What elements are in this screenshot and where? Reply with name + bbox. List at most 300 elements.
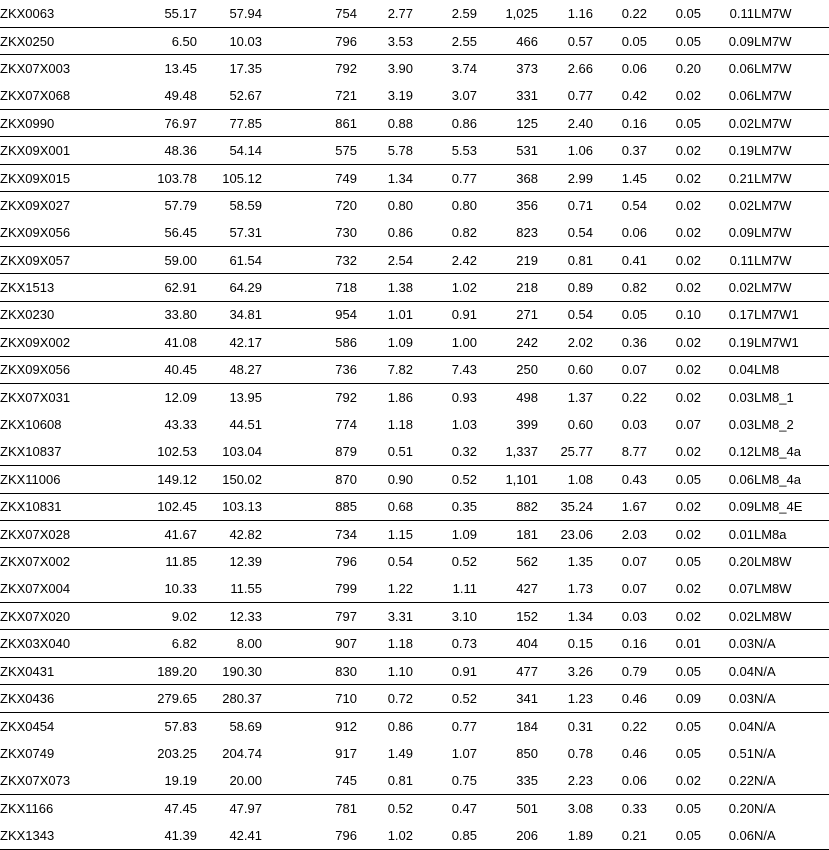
- value-cell-1: 189.20: [149, 657, 197, 684]
- sample-id-cell: ZKX0250: [0, 27, 149, 54]
- value-cell-2: 48.27: [197, 356, 262, 383]
- sample-id-cell: ZKX1343: [0, 822, 149, 850]
- value-cell-8: 0.06: [621, 61, 647, 77]
- category-label-cell: LM7W1: [754, 301, 829, 328]
- value-cell-6: 1,337: [477, 438, 538, 465]
- value-cell-5: 0.93: [451, 389, 477, 405]
- sample-id-cell: ZKX10608: [0, 417, 62, 433]
- sample-id-cell: ZKX0749: [0, 745, 55, 761]
- value-cell-4: 0.72: [357, 685, 413, 712]
- value-cell-9: 0.05: [647, 27, 701, 54]
- value-cell-9: 0.02: [675, 389, 701, 405]
- value-cell-7: 1.35: [567, 554, 593, 570]
- value-cell-8: 0.07: [621, 554, 647, 570]
- value-cell-2: 103.04: [197, 438, 262, 465]
- value-cell-2: 61.54: [197, 247, 262, 274]
- value-cell-2: 52.67: [197, 82, 262, 109]
- value-cell-9: 0.05: [675, 554, 701, 570]
- value-cell-7: 25.77: [538, 438, 593, 465]
- value-cell-9: 0.02: [647, 438, 701, 465]
- value-cell-1: 6.50: [149, 27, 197, 54]
- value-cell-10: 0.06: [728, 61, 754, 77]
- table-row[interactable]: [0, 520, 829, 547]
- value-cell-8: 0.82: [593, 274, 647, 301]
- value-cell-1: 43.33: [164, 417, 197, 433]
- value-cell-9: 0.05: [675, 800, 701, 816]
- sample-id-cell: ZKX09X015: [0, 164, 149, 191]
- value-cell-7: 3.26: [538, 657, 593, 684]
- value-cell-7: 1.89: [538, 822, 593, 850]
- value-cell-1: 9.02: [149, 603, 197, 630]
- category-label-cell: LM7W: [754, 247, 829, 274]
- value-cell-8: 0.03: [593, 603, 647, 630]
- value-cell-1: 57.83: [164, 718, 197, 734]
- value-cell-3: 718: [262, 274, 357, 301]
- value-cell-10: 0.02: [701, 110, 754, 137]
- sample-id-cell: ZKX07X003: [0, 61, 71, 77]
- value-cell-5: 0.91: [413, 301, 477, 328]
- value-cell-7: 2.02: [538, 329, 593, 356]
- sample-id-cell: ZKX07X028: [0, 520, 149, 547]
- sample-id-cell: ZKX03X040: [0, 630, 149, 657]
- value-cell-8: 0.42: [593, 82, 647, 109]
- value-cell-8: 0.21: [593, 822, 647, 850]
- value-cell-7: 0.71: [567, 198, 593, 214]
- table-row[interactable]: [0, 110, 829, 137]
- category-label-cell: LM8a: [754, 520, 829, 547]
- value-cell-2: 17.35: [229, 61, 262, 77]
- value-cell-5: 1.09: [413, 520, 477, 547]
- sample-id-cell: ZKX1166: [0, 800, 54, 816]
- value-cell-3: 575: [262, 137, 357, 164]
- sample-id-cell: ZKX07X073: [0, 767, 149, 794]
- value-cell-2: 20.00: [197, 767, 262, 794]
- table-row[interactable]: [0, 137, 829, 164]
- category-label-cell: LM7W: [754, 61, 792, 77]
- value-cell-5: 0.75: [413, 767, 477, 794]
- table-row[interactable]: [0, 548, 829, 575]
- value-cell-2: 190.30: [197, 657, 262, 684]
- value-cell-4: 0.86: [357, 219, 413, 246]
- sample-id-cell: ZKX11006: [0, 466, 149, 493]
- value-cell-10: 0.02: [701, 274, 754, 301]
- value-cell-1: 203.25: [157, 745, 197, 761]
- category-label-cell: N/A: [754, 822, 829, 850]
- sample-id-cell: ZKX09X056: [0, 219, 149, 246]
- sample-id-cell: ZKX09X056: [0, 356, 149, 383]
- value-cell-1: 49.48: [149, 82, 197, 109]
- value-cell-7: 0.78: [567, 745, 593, 761]
- value-cell-3: 797: [262, 603, 357, 630]
- sample-id-cell: ZKX0436: [0, 685, 149, 712]
- value-cell-6: 1,101: [477, 466, 538, 493]
- value-cell-5: 1.00: [413, 329, 477, 356]
- value-cell-1: 6.82: [149, 630, 197, 657]
- value-cell-2: 12.39: [229, 554, 262, 570]
- value-cell-3: 710: [262, 685, 357, 712]
- value-cell-10: 0.02: [701, 603, 754, 630]
- value-cell-6: 477: [477, 657, 538, 684]
- value-cell-6: 882: [477, 493, 538, 520]
- value-cell-5: 3.10: [413, 603, 477, 630]
- value-cell-9: 0.05: [647, 110, 701, 137]
- value-cell-6: 184: [516, 718, 538, 734]
- value-cell-2: 11.55: [197, 575, 262, 602]
- value-cell-4: 1.10: [357, 657, 413, 684]
- sample-id-cell: ZKX0230: [0, 301, 149, 328]
- value-cell-10: 0.11: [701, 247, 754, 274]
- value-cell-4: 1.22: [357, 575, 413, 602]
- value-cell-5: 5.53: [413, 137, 477, 164]
- value-cell-7: 2.66: [567, 61, 593, 77]
- value-cell-10: 0.06: [701, 82, 754, 109]
- value-cell-1: 11.85: [165, 554, 197, 570]
- value-cell-5: 2.55: [413, 27, 477, 54]
- category-label-cell: LM7W: [754, 219, 829, 246]
- category-label-cell: LM8_4a: [754, 438, 829, 465]
- table-row[interactable]: [0, 27, 829, 54]
- sample-id-cell: ZKX09X002: [0, 329, 149, 356]
- table-row[interactable]: [0, 767, 829, 794]
- value-cell-9: 0.05: [647, 0, 701, 27]
- table-row[interactable]: [0, 603, 829, 630]
- value-cell-4: 0.80: [387, 198, 413, 214]
- value-cell-9: 0.02: [647, 329, 701, 356]
- value-cell-6: 152: [477, 603, 538, 630]
- table-row[interactable]: [0, 301, 829, 328]
- value-cell-2: 42.17: [197, 329, 262, 356]
- category-label-cell: LM8W: [754, 554, 792, 570]
- value-cell-6: 498: [516, 389, 538, 405]
- value-cell-3: 912: [335, 718, 357, 734]
- value-cell-1: 33.80: [149, 301, 197, 328]
- value-cell-9: 0.07: [675, 417, 701, 433]
- value-cell-1: 19.19: [149, 767, 197, 794]
- value-cell-4: 1.09: [357, 329, 413, 356]
- sample-id-cell: ZKX07X031: [0, 389, 71, 405]
- value-cell-5: 2.59: [413, 0, 477, 27]
- value-cell-6: 125: [477, 110, 538, 137]
- value-cell-3: 830: [262, 657, 357, 684]
- value-cell-3: 792: [335, 61, 357, 77]
- value-cell-8: 0.46: [593, 685, 647, 712]
- value-cell-2: 58.59: [229, 198, 262, 214]
- value-cell-8: 2.03: [593, 520, 647, 547]
- value-cell-5: 3.07: [413, 82, 477, 109]
- value-cell-5: 0.91: [413, 657, 477, 684]
- value-cell-7: 1.37: [567, 389, 593, 405]
- value-cell-10: 0.09: [701, 219, 754, 246]
- table-row[interactable]: [0, 329, 829, 356]
- value-cell-2: 42.82: [197, 520, 262, 547]
- value-cell-7: 1.73: [538, 575, 593, 602]
- table-row[interactable]: [0, 438, 829, 465]
- value-cell-10: 0.12: [701, 438, 754, 465]
- value-cell-9: 0.09: [647, 685, 701, 712]
- category-label-cell: N/A: [754, 685, 829, 712]
- value-cell-6: 271: [477, 301, 538, 328]
- value-cell-3: 792: [335, 389, 357, 405]
- category-label-cell: LM8_4E: [754, 493, 829, 520]
- value-cell-9: 0.02: [675, 198, 701, 214]
- value-cell-4: 1.02: [357, 822, 413, 850]
- value-cell-5: 0.52: [413, 685, 477, 712]
- value-cell-6: 250: [477, 356, 538, 383]
- value-cell-9: 0.01: [647, 630, 701, 657]
- value-cell-5: 1.07: [451, 745, 477, 761]
- category-label-cell: LM7W: [754, 110, 829, 137]
- value-cell-10: 0.02: [728, 198, 754, 214]
- value-cell-10: 0.07: [701, 575, 754, 602]
- value-cell-3: 870: [262, 466, 357, 493]
- value-cell-9: 0.02: [647, 767, 701, 794]
- value-cell-6: 331: [477, 82, 538, 109]
- value-cell-7: 2.23: [538, 767, 593, 794]
- value-cell-10: 0.20: [728, 800, 754, 816]
- value-cell-1: 12.09: [164, 389, 197, 405]
- value-cell-6: 501: [516, 800, 538, 816]
- value-cell-7: 1.06: [538, 137, 593, 164]
- table-row[interactable]: [0, 219, 829, 246]
- value-cell-8: 0.05: [593, 27, 647, 54]
- table-row[interactable]: [0, 466, 829, 493]
- value-cell-4: 1.18: [357, 630, 413, 657]
- value-cell-8: 0.36: [593, 329, 647, 356]
- value-cell-6: 466: [477, 27, 538, 54]
- value-cell-9: 0.02: [647, 164, 701, 191]
- value-cell-9: 0.02: [647, 247, 701, 274]
- table-row[interactable]: [0, 356, 829, 383]
- value-cell-4: 0.90: [357, 466, 413, 493]
- value-cell-9: 0.02: [647, 575, 701, 602]
- value-cell-1: 47.45: [164, 800, 197, 816]
- value-cell-3: 774: [335, 417, 357, 433]
- value-cell-5: 1.11: [413, 575, 477, 602]
- table-row[interactable]: [0, 0, 829, 27]
- value-cell-9: 0.05: [675, 745, 701, 761]
- table-row[interactable]: [0, 383, 829, 410]
- value-cell-3: 907: [262, 630, 357, 657]
- sample-id-cell: ZKX07X002: [0, 554, 71, 570]
- value-cell-2: 150.02: [197, 466, 262, 493]
- value-cell-5: 2.42: [413, 247, 477, 274]
- table-row[interactable]: [0, 740, 829, 767]
- sample-id-cell: ZKX0990: [0, 110, 149, 137]
- value-cell-7: 1.23: [538, 685, 593, 712]
- value-cell-8: 8.77: [593, 438, 647, 465]
- value-cell-4: 1.49: [387, 745, 413, 761]
- value-cell-7: 0.54: [538, 301, 593, 328]
- value-cell-4: 1.38: [357, 274, 413, 301]
- value-cell-3: 781: [335, 800, 357, 816]
- category-label-cell: LM8_1: [754, 389, 794, 405]
- value-cell-1: 76.97: [149, 110, 197, 137]
- value-cell-3: 754: [262, 0, 357, 27]
- value-cell-2: 10.03: [197, 27, 262, 54]
- table-row[interactable]: [0, 55, 829, 82]
- sample-id-cell: ZKX0454: [0, 718, 55, 734]
- table-row[interactable]: [0, 82, 829, 109]
- value-cell-3: 749: [262, 164, 357, 191]
- table-row[interactable]: [0, 493, 829, 520]
- value-cell-8: 0.07: [593, 575, 647, 602]
- value-cell-4: 2.54: [357, 247, 413, 274]
- category-label-cell: LM7W: [754, 274, 829, 301]
- value-cell-4: 0.68: [357, 493, 413, 520]
- value-cell-4: 3.90: [387, 61, 413, 77]
- value-cell-7: 2.99: [538, 164, 593, 191]
- table-row[interactable]: [0, 712, 829, 739]
- value-cell-2: 77.85: [197, 110, 262, 137]
- value-cell-2: 105.12: [197, 164, 262, 191]
- category-label-cell: LM7W1: [754, 329, 829, 356]
- value-cell-1: 279.65: [149, 685, 197, 712]
- value-cell-7: 0.77: [538, 82, 593, 109]
- table-row[interactable]: [0, 822, 829, 850]
- value-cell-10: 0.03: [728, 389, 754, 405]
- value-cell-8: 1.67: [593, 493, 647, 520]
- value-cell-4: 0.54: [387, 554, 413, 570]
- value-cell-4: 2.77: [357, 0, 413, 27]
- value-cell-4: 1.15: [357, 520, 413, 547]
- value-cell-8: 0.54: [621, 198, 647, 214]
- value-cell-6: 242: [477, 329, 538, 356]
- value-cell-8: 0.37: [593, 137, 647, 164]
- sample-id-cell: ZKX07X020: [0, 603, 149, 630]
- value-cell-9: 0.02: [647, 82, 701, 109]
- value-cell-7: 3.08: [567, 800, 593, 816]
- value-cell-9: 0.02: [647, 137, 701, 164]
- value-cell-5: 0.86: [413, 110, 477, 137]
- sample-id-cell: ZKX07X068: [0, 82, 149, 109]
- value-cell-7: 0.57: [538, 27, 593, 54]
- value-cell-4: 1.18: [387, 417, 413, 433]
- table-row[interactable]: [0, 630, 829, 657]
- value-cell-3: 861: [262, 110, 357, 137]
- value-cell-8: 0.41: [593, 247, 647, 274]
- value-cell-4: 0.86: [387, 718, 413, 734]
- value-cell-8: 0.05: [593, 301, 647, 328]
- value-cell-3: 721: [262, 82, 357, 109]
- sample-id-cell: ZKX1513: [0, 274, 149, 301]
- value-cell-7: 1.34: [538, 603, 593, 630]
- value-cell-6: 399: [516, 417, 538, 433]
- value-cell-6: 531: [477, 137, 538, 164]
- value-cell-3: 730: [262, 219, 357, 246]
- value-cell-10: 0.03: [701, 685, 754, 712]
- value-cell-9: 0.02: [647, 520, 701, 547]
- category-label-cell: N/A: [754, 718, 776, 734]
- value-cell-9: 0.05: [647, 822, 701, 850]
- value-cell-4: 3.19: [357, 82, 413, 109]
- value-cell-5: 7.43: [413, 356, 477, 383]
- category-label-cell: LM8_2: [754, 417, 794, 433]
- value-cell-6: 850: [516, 745, 538, 761]
- value-cell-10: 0.04: [701, 356, 754, 383]
- value-cell-9: 0.05: [647, 466, 701, 493]
- value-cell-6: 356: [516, 198, 538, 214]
- value-cell-3: 799: [262, 575, 357, 602]
- table-row[interactable]: [0, 575, 829, 602]
- value-cell-10: 0.04: [728, 718, 754, 734]
- table-row[interactable]: [0, 247, 829, 274]
- value-cell-4: 1.86: [387, 389, 413, 405]
- table-row[interactable]: [0, 164, 829, 191]
- category-label-cell: N/A: [754, 767, 829, 794]
- value-cell-5: 3.74: [451, 61, 477, 77]
- value-cell-1: 13.45: [164, 61, 197, 77]
- value-cell-1: 59.00: [149, 247, 197, 274]
- value-cell-2: 103.13: [197, 493, 262, 520]
- value-cell-3: 885: [262, 493, 357, 520]
- value-cell-3: 796: [262, 822, 357, 850]
- table-row[interactable]: [0, 685, 829, 712]
- category-label-cell: LM7W: [754, 0, 829, 27]
- value-cell-5: 0.80: [451, 198, 477, 214]
- value-cell-6: 206: [477, 822, 538, 850]
- table-row[interactable]: [0, 657, 829, 684]
- category-label-cell: N/A: [754, 745, 776, 761]
- value-cell-7: 0.15: [538, 630, 593, 657]
- category-label-cell: LM7W: [754, 82, 829, 109]
- sample-id-cell: ZKX10831: [0, 493, 149, 520]
- value-cell-3: 720: [335, 198, 357, 214]
- value-cell-10: 0.11: [701, 0, 754, 27]
- value-cell-8: 0.22: [621, 718, 647, 734]
- table-row[interactable]: [0, 274, 829, 301]
- value-cell-5: 0.35: [413, 493, 477, 520]
- value-cell-3: 734: [262, 520, 357, 547]
- value-cell-9: 0.05: [675, 718, 701, 734]
- value-cell-1: 10.33: [149, 575, 197, 602]
- value-cell-10: 0.22: [701, 767, 754, 794]
- value-cell-4: 0.88: [357, 110, 413, 137]
- value-cell-8: 0.46: [621, 745, 647, 761]
- value-cell-6: 373: [516, 61, 538, 77]
- table-row[interactable]: [0, 794, 829, 821]
- value-cell-2: 47.97: [229, 800, 262, 816]
- table-row[interactable]: [0, 192, 829, 219]
- value-cell-7: 35.24: [538, 493, 593, 520]
- value-cell-7: 0.60: [567, 417, 593, 433]
- value-cell-4: 5.78: [357, 137, 413, 164]
- value-cell-3: 732: [262, 247, 357, 274]
- value-cell-7: 0.54: [538, 219, 593, 246]
- value-cell-6: 1,025: [477, 0, 538, 27]
- value-cell-10: 0.19: [701, 329, 754, 356]
- sample-id-cell: ZKX09X057: [0, 247, 149, 274]
- value-cell-4: 3.31: [357, 603, 413, 630]
- value-cell-7: 23.06: [538, 520, 593, 547]
- sample-id-cell: ZKX0063: [0, 0, 149, 27]
- category-label-cell: LM7W: [754, 137, 829, 164]
- value-cell-1: 56.45: [149, 219, 197, 246]
- category-label-cell: N/A: [754, 657, 829, 684]
- table-row[interactable]: [0, 411, 829, 438]
- value-cell-1: 149.12: [149, 466, 197, 493]
- value-cell-2: 64.29: [197, 274, 262, 301]
- value-cell-9: 0.02: [647, 274, 701, 301]
- value-cell-5: 1.03: [451, 417, 477, 433]
- value-cell-10: 0.06: [701, 466, 754, 493]
- value-cell-1: 103.78: [149, 164, 197, 191]
- value-cell-10: 0.19: [701, 137, 754, 164]
- sample-id-cell: ZKX09X027: [0, 198, 71, 214]
- value-cell-7: 0.89: [538, 274, 593, 301]
- category-label-cell: LM8_4a: [754, 466, 829, 493]
- value-cell-10: 0.51: [728, 745, 754, 761]
- value-cell-1: 102.53: [149, 438, 197, 465]
